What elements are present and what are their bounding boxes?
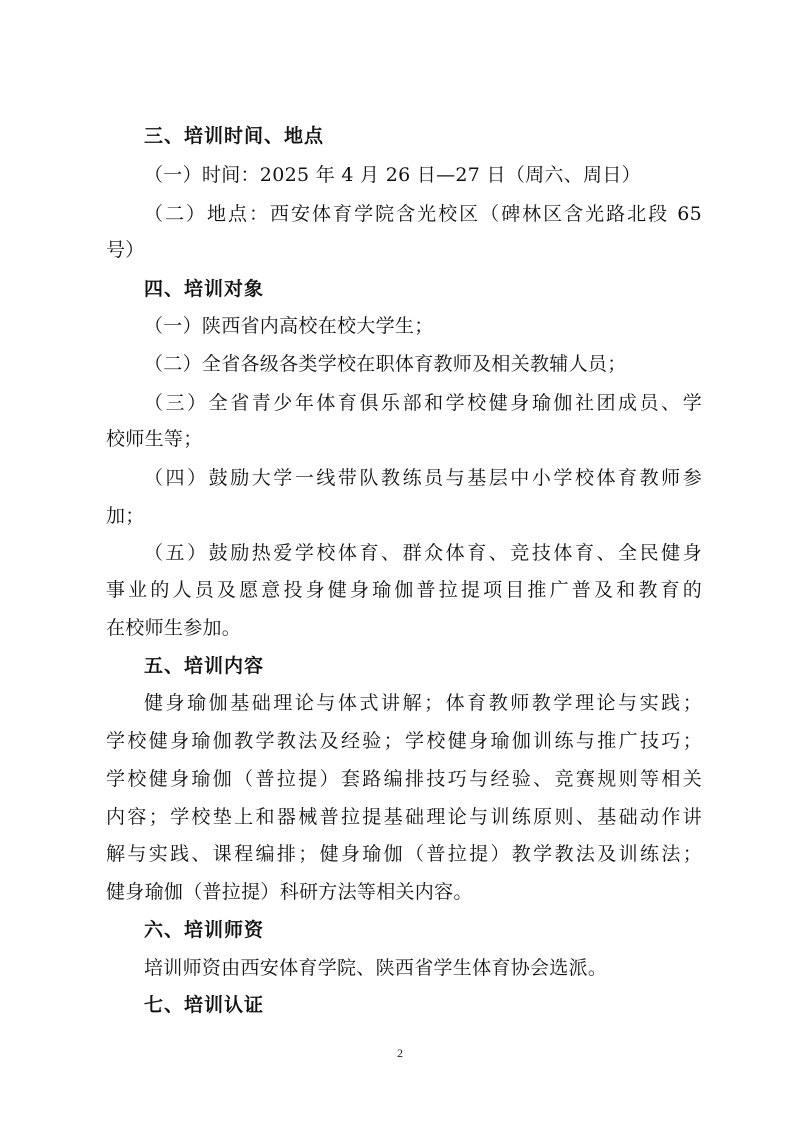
- section-heading-content: 五、培训内容: [144, 655, 265, 677]
- paragraph-line: 学校健身瑜伽（普拉提）套路编排技巧与经验、竞赛规则等相关: [106, 768, 702, 790]
- paragraph-line: （二）全省各级各类学校在职体育教师及相关教辅人员；: [144, 353, 627, 375]
- paragraph-line: （一）时间：2025 年 4 月 26 日—27 日（周六、周日）: [144, 164, 641, 186]
- page-number: 2: [397, 1046, 403, 1060]
- paragraph-line: 培训师资由西安体育学院、陕西省学生体育协会选派。: [144, 957, 608, 979]
- paragraph-line: 内容；学校垫上和器械普拉提基础理论与训练原则、基础动作讲: [106, 806, 702, 828]
- paragraph-line: 学校健身瑜伽教学教法及经验；学校健身瑜伽训练与推广技巧；: [106, 730, 702, 752]
- paragraph-line: （三）全省青少年体育俱乐部和学校健身瑜伽社团成员、学: [144, 392, 702, 414]
- section-heading-target: 四、培训对象: [144, 278, 265, 300]
- section-heading-time-location: 三、培训时间、地点: [144, 125, 325, 147]
- paragraph-line: 事业的人员及愿意投身健身瑜伽普拉提项目推广普及和教育的: [106, 579, 702, 601]
- section-heading-certification: 七、培训认证: [144, 994, 265, 1016]
- paragraph-line: 加；: [106, 505, 145, 527]
- paragraph-line: 健身瑜伽基础理论与体式讲解；体育教师教学理论与实践；: [144, 692, 702, 714]
- section-heading-teachers: 六、培训师资: [144, 919, 265, 941]
- paragraph-line: （一）陕西省内高校在校大学生；: [144, 315, 434, 337]
- paragraph-line: 校师生等；: [106, 428, 203, 450]
- paragraph-line: 号）: [106, 239, 145, 261]
- paragraph-line: 解与实践、课程编排；健身瑜伽（普拉提）教学教法及训练法；: [106, 843, 702, 865]
- paragraph-line: 健身瑜伽（普拉提）科研方法等相关内容。: [106, 881, 473, 903]
- paragraph-line: （五）鼓励热爱学校体育、群众体育、竞技体育、全民健身: [144, 542, 702, 564]
- paragraph-line: （四）鼓励大学一线带队教练员与基层中小学校体育教师参: [144, 467, 702, 489]
- paragraph-line: 在校师生参加。: [106, 617, 242, 639]
- paragraph-line: （二）地点：西安体育学院含光校区（碑林区含光路北段 65: [144, 203, 702, 225]
